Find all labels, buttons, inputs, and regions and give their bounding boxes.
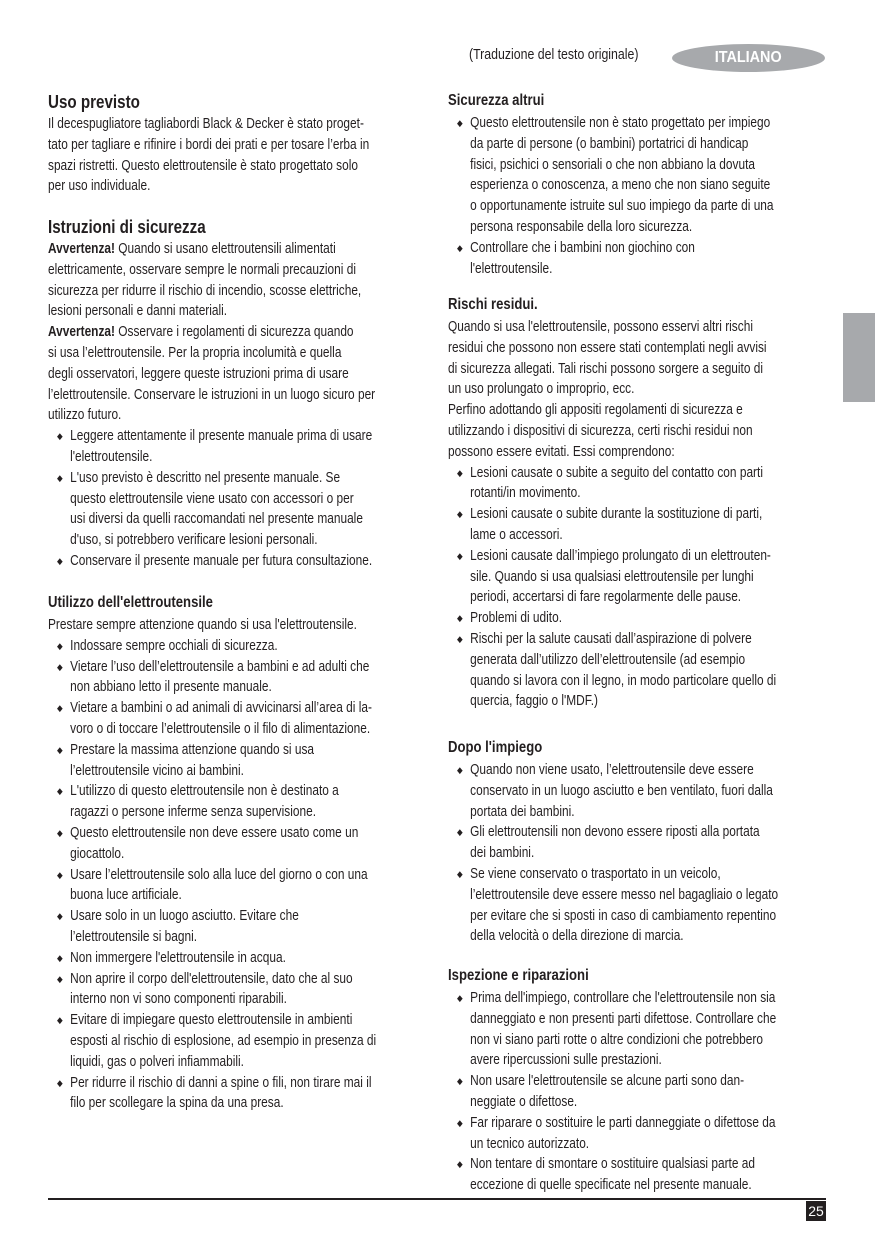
language-badge	[672, 44, 825, 72]
bullet-text: Non usare l'elettroutensile se alcune parti sono dan- neggiate o difettose.	[470, 1073, 745, 1110]
diamond-bullet-icon: ◆	[457, 993, 463, 1003]
section-heading: Dopo l'impiego	[448, 739, 543, 756]
bullet-item	[48, 740, 376, 782]
bullet-item	[48, 468, 375, 551]
diamond-bullet-icon: ◆	[57, 827, 63, 838]
bullet-item	[448, 546, 776, 608]
footer-divider	[48, 1198, 826, 1200]
section-ispezione-e-riparazioni	[448, 966, 776, 1196]
bullet-item	[448, 504, 776, 546]
diamond-bullet-icon: ◆	[57, 472, 63, 483]
section-uso-previsto	[48, 92, 369, 197]
diamond-bullet-icon: ◆	[457, 613, 463, 624]
bullet-item	[48, 657, 376, 699]
bullet-text: Vietare a bambini o ad animali di avvicinarsi all’area di la- voro o di toccare l’elettroutensile o il filo di alimentazione.	[70, 700, 372, 737]
diamond-bullet-icon: ◆	[457, 509, 463, 520]
page-number: 25	[806, 1201, 826, 1221]
bullet-text: Questo elettroutensile non deve essere usato come un giocattolo.	[70, 824, 359, 862]
bullet-item	[448, 463, 776, 505]
bullet-text: Problemi di udito.	[470, 610, 563, 627]
bullet-item	[448, 1113, 776, 1155]
language-label: ITALIANO	[715, 49, 782, 66]
diamond-bullet-icon: ◆	[57, 786, 63, 797]
bullet-text: Per ridurre il rischio di danni a spine o fili, non tirare mai il filo per scollegare la spina da una presa.	[70, 1074, 372, 1112]
paragraph	[448, 400, 776, 462]
bullet-text: Quando non viene usato, l’elettroutensile deve essere conservato in un luogo asciutto e ben ventilato, fuori dalla portata dei bambini.	[470, 762, 773, 820]
bullet-item	[448, 988, 776, 1071]
paragraph	[48, 322, 375, 426]
diamond-bullet-icon: ◆	[57, 911, 63, 922]
section-heading: Istruzioni di sicurezza	[48, 216, 206, 237]
paragraph-text: Quando si usa l'elettroutensile, possono esservi altri rischi residui che possono non essere stati contemplati negli avvisi di sicurezza allegati. Tali rischi possono sorgere a seguito di un uso prolungato o improprio, ecc.	[448, 319, 767, 398]
bullet-text: Non aprire il corpo dell'elettroutensile, dato che al suo interno non vi sono componenti riparabili.	[70, 970, 353, 1008]
diamond-bullet-icon: ◆	[57, 661, 63, 672]
bullet-item	[48, 865, 376, 907]
bullet-text: Lesioni causate dall’impiego prolungato di un elettrouten- sile. Quando si usa qualsiasi elettroutensile per lunghi periodi, accertarsi di fare regolarmente delle pause.	[470, 547, 771, 606]
diamond-bullet-icon: ◆	[457, 242, 463, 253]
section-utilizzo-dell-elettroutensile	[48, 593, 376, 1114]
bullet-text: Usare solo in un luogo asciutto. Evitare che l’elettroutensile si bagni.	[70, 908, 299, 945]
diamond-bullet-icon: ◆	[57, 431, 63, 442]
diamond-bullet-icon: ◆	[457, 467, 463, 478]
bullet-text: Prima dell'impiego, controllare che l'elettroutensile non sia danneggiato e non presenti parti difettose. Controllare che non vi siano parti rotte o altre condizioni che potrebbero avere ripercussioni sulle prestazioni.	[470, 990, 777, 1069]
paragraph	[448, 317, 776, 400]
diamond-bullet-icon: ◆	[457, 827, 463, 838]
bullet-item	[48, 636, 376, 657]
diamond-bullet-icon: ◆	[457, 118, 463, 128]
section-istruzioni-di-sicurezza	[48, 217, 375, 572]
bullet-text: Controllare che i bambini non giochino con l'elettroutensile.	[470, 239, 695, 277]
diamond-bullet-icon: ◆	[457, 550, 463, 561]
bullet-text: L'uso previsto è descritto nel presente manuale. Se questo elettroutensile viene usato con accessori o per usi diversi da quelli raccomandati nel presente manuale d'uso, si potrebbero verificare lesioni personali.	[70, 469, 363, 549]
warning-label: Avvertenza!	[48, 241, 115, 257]
bullet-item	[448, 760, 778, 822]
bullet-item	[48, 969, 376, 1011]
bullet-text: Leggere attentamente il presente manuale prima di usare l'elettroutensile.	[70, 428, 373, 465]
bullet-text: Vietare l’uso dell’elettroutensile a bambini e ad adulti che non abbiano letto il presente manuale.	[70, 658, 370, 696]
bullet-item	[48, 1073, 376, 1115]
bullet-text: Rischi per la salute causati dall’aspirazione di polvere generata dall’utilizzo dell’elettroutensile (ad esempio quando si lavora con il legno, in modo particolare quello di quercia, faggio o l'MDF.)	[470, 630, 777, 710]
section-heading: Uso previsto	[48, 91, 140, 112]
diamond-bullet-icon: ◆	[57, 952, 63, 963]
diamond-bullet-icon: ◆	[457, 1076, 463, 1087]
bullet-text: Prestare la massima attenzione quando si usa l’elettroutensile vicino ai bambini.	[70, 741, 315, 779]
diamond-bullet-icon: ◆	[57, 1015, 63, 1026]
bullet-item	[48, 551, 375, 572]
bullet-text: Lesioni causate o subite a seguito del contatto con parti rotanti/in movimento.	[470, 464, 763, 502]
paragraph	[48, 114, 369, 197]
bullet-text: Far riparare o sostituire le parti danneggiate o difettose da un tecnico autorizzato.	[470, 1114, 776, 1152]
bullet-text: Conservare il presente manuale per futura consultazione.	[70, 552, 373, 569]
diamond-bullet-icon: ◆	[57, 555, 63, 566]
warning-label: Avvertenza!	[48, 324, 115, 341]
diamond-bullet-icon: ◆	[57, 640, 63, 651]
paragraph	[48, 239, 375, 322]
bullet-item	[448, 113, 774, 238]
bullet-text: Lesioni causate o subite durante la sostituzione di parti, lame o accessori.	[470, 506, 763, 543]
paragraph-text: Prestare sempre attenzione quando si usa l'elettroutensile.	[48, 617, 357, 633]
bullet-item	[48, 426, 375, 468]
bullet-item	[48, 1010, 376, 1072]
bullet-text: Evitare di impiegare questo elettroutensile in ambienti esposti al rischio di esplosione, ad esempio in presenza di liquidi, gas o polveri infiammabili.	[70, 1012, 377, 1070]
diamond-bullet-icon: ◆	[57, 744, 63, 755]
section-heading: Ispezione e riparazioni	[448, 967, 589, 984]
bullet-text: Questo elettroutensile non è stato progettato per impiego da parte di persone (o bambini) portatrici di handicap fisici, psichici o sensoriali o che non abbiano la dovuta esperienza o conoscenza, a meno che non siano seguite o opportunamente istruite sul suo impiego da parte di una persona responsabile della loro sicurezza.	[470, 115, 774, 235]
section-sicurezza-altrui	[448, 91, 774, 279]
diamond-bullet-icon: ◆	[457, 868, 463, 879]
bullet-text: Se viene conservato o trasportato in un veicolo, l’elettroutensile deve essere messo nel bagagliaio o legato per evitare che si sposti in caso di cambiamento repentino della velocità o della direzione di marcia.	[470, 865, 779, 945]
diamond-bullet-icon: ◆	[57, 1077, 63, 1088]
paragraph	[48, 615, 376, 636]
bullet-item	[448, 238, 774, 280]
diamond-bullet-icon: ◆	[457, 633, 463, 644]
paragraph-text: Osservare i regolamenti di sicurezza quando si usa l’elettroutensile. Per la propria incolumità e quella degli osservatori, leggere queste istruzioni prima di usare l’elettroutensile. Conservare le istruzioni in un luogo sicuro per utilizzo futuro.	[48, 324, 376, 424]
bullet-item	[48, 781, 376, 823]
diamond-bullet-icon: ◆	[57, 973, 63, 984]
section-dopo-l-impiego	[448, 738, 778, 947]
bullet-item	[48, 906, 376, 948]
diamond-bullet-icon: ◆	[457, 765, 463, 775]
bullet-text: Gli elettroutensili non devono essere riposti alla portata dei bambini.	[470, 824, 760, 862]
paragraph-text: Perfino adottando gli appositi regolamenti di sicurezza e utilizzando i dispositivi di sicurezza, certi rischi residui non possono essere evitati. Essi comprendono:	[448, 402, 753, 460]
section-heading: Rischi residui.	[448, 296, 538, 313]
bullet-item	[448, 629, 776, 712]
bullet-item	[448, 822, 778, 864]
section-heading: Utilizzo dell'elettroutensile	[48, 594, 213, 611]
bullet-text: Non tentare di smontare o sostituire qualsiasi parte ad eccezione di quelle specificate nel presente manuale.	[470, 1156, 756, 1194]
language-side-tab	[843, 313, 875, 402]
diamond-bullet-icon: ◆	[457, 1117, 463, 1128]
bullet-text: Indossare sempre occhiali di sicurezza.	[70, 637, 278, 654]
translation-note: (Traduzione del testo originale)	[469, 47, 639, 63]
section-heading: Sicurezza altrui	[448, 92, 545, 109]
diamond-bullet-icon: ◆	[457, 1159, 463, 1170]
bullet-item	[448, 864, 778, 947]
paragraph-text: Quando si usano elettroutensili alimentati elettricamente, osservare sempre le normali precauzioni di sicurezza per ridurre il rischio di incendio, scosse elettriche, lesioni personali e danni materiali.	[48, 241, 362, 320]
bullet-item	[448, 1154, 776, 1196]
diamond-bullet-icon: ◆	[57, 869, 63, 880]
bullet-item	[48, 948, 376, 969]
bullet-text: L'utilizzo di questo elettroutensile non è destinato a ragazzi o persone inferme senza supervisione.	[70, 783, 339, 821]
diamond-bullet-icon: ◆	[57, 703, 63, 714]
bullet-item	[48, 698, 376, 740]
bullet-item	[48, 823, 376, 865]
bullet-item	[448, 608, 776, 629]
bullet-item	[448, 1071, 776, 1113]
section-rischi-residui	[448, 295, 776, 712]
paragraph-text: Il decespugliatore tagliabordi Black & Decker è stato proget- tato per tagliare e rifinire i bordi dei prati e per tosare l’erba in spazi ristretti. Questo elettroutensile è stato progettato solo per uso individuale.	[48, 116, 370, 195]
bullet-text: Usare l’elettroutensile solo alla luce del giorno o con una buona luce artificiale.	[70, 866, 368, 904]
bullet-text: Non immergere l'elettroutensile in acqua.	[70, 949, 286, 966]
